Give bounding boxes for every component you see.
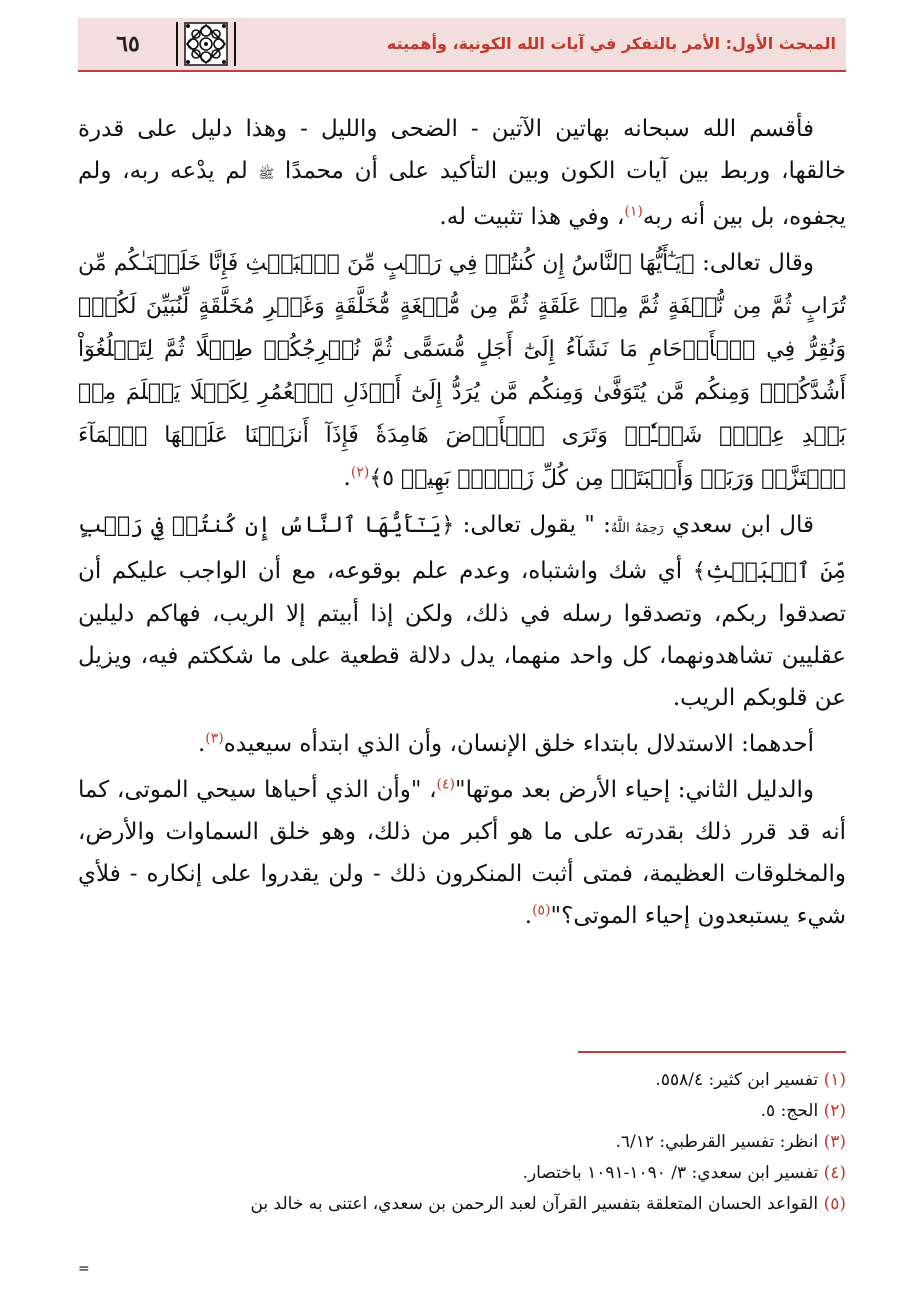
text-run: قال ابن سعدي [671, 512, 814, 538]
quran-verse-quote: ﴿يَـٰٓأَيُّهَا ٱلنَّاسُ إِن كُنتُمۡ فِي رَيۡبٍ مِّنَ ٱلۡبَعۡثِ﴾ [78, 513, 846, 584]
text-run: ، وفي هذا تثبيت له. [439, 204, 625, 230]
text-run: والدليل الثاني: إحياء الأرض بعد موتها" [454, 777, 814, 803]
paragraph-4 [78, 723, 846, 765]
footnote-5 [78, 1189, 846, 1220]
paragraph-1 [78, 108, 846, 238]
footnote-text: انظر: تفسير القرطبي: ٦/١٢. [615, 1132, 819, 1152]
text-run: وقال تعالى: [702, 250, 814, 276]
footnote-text: الحج: ٥. [760, 1101, 819, 1121]
footnote-number: (٣) [823, 1132, 846, 1152]
footnote-4 [78, 1158, 846, 1189]
footnote-text: تفسير ابن سعدي: ٣/ ١٠٩٠-١٠٩١ باختصار. [522, 1163, 819, 1183]
footnote-2 [78, 1096, 846, 1127]
text-run: أحدهما: الاستدلال بابتداء خلق الإنسان، وأن الذي ابتدأه سيعيده [223, 731, 814, 757]
footnote-number: (٤) [823, 1163, 846, 1183]
paragraph-3 [78, 504, 846, 719]
footnote-separator [578, 1051, 846, 1053]
footnote-continuation-mark: = [78, 1261, 90, 1277]
footnote-ref-5[interactable]: (٥) [532, 902, 551, 919]
page-number: ٦٥ [116, 31, 140, 57]
text-run: فأقسم الله سبحانه بهاتين الآتين - الضحى والليل - وهذا دليل على قدرة خالقها، وربط بين آيات الكون وبين التأكيد على أن محمدًا [78, 116, 847, 184]
rahimahullah-honorific: رَحِمَهُ اللَّهُ [610, 521, 664, 536]
main-text [78, 108, 846, 937]
quran-verse: ﴿يَـٰٓأَيُّهَا ٱلنَّاسُ إِن كُنتُمۡ فِي رَيۡبٍ مِّنَ ٱلۡبَعۡثِ فَإِنَّا خَلَقۡنَـٰكُم مِّن تُرَابٍ ثُمَّ مِن نُّطۡفَةٍ ثُمَّ مِنۡ عَلَقَةٍ ثُمَّ مِن مُّضۡغَةٍ مُّخَلَّقَةٍ وَغَيۡرِ مُخَلَّقَةٍ لِّنُبَيِّنَ لَكُمۡۚ وَنُقِرُّ فِي ٱلۡأَرۡحَامِ مَا نَشَآءُ إِلَىٰٓ أَجَلٍ مُّسَمًّى ثُمَّ نُخۡرِجُكُمۡ طِفۡلًا ثُمَّ لِتَبۡلُغُوٓاْ أَشُدَّكُمۡۖ وَمِنكُم مَّن يُتَوَفَّىٰ وَمِنكُم مَّن يُرَدُّ إِلَىٰٓ أَرۡذَلِ ٱلۡعُمُرِ لِكَيۡلَا يَعۡلَمَ مِنۢ بَعۡدِ عِلۡمٖ شَيۡـٔٗاۚ وَتَرَى ٱلۡأَرۡضَ هَامِدَةٗ فَإِذَآ أَنزَلۡنَا عَلَيۡهَا ٱلۡمَآءَ ٱهۡتَزَّتۡ وَرَبَتۡ وَأَنۢبَتَتۡ مِن كُلِّ زَوۡجِۭ بَهِيجٖ ٥﴾ [78, 251, 846, 491]
footnote-1 [78, 1065, 846, 1096]
footnote-text: القواعد الحسان المتعلقة بتفسير القرآن لعبد الرحمن بن سعدي، اعتنى به خالد بن [250, 1194, 819, 1214]
footnote-number: (١) [823, 1070, 846, 1090]
text-run: أي شك واشتباه، وعدم علم بوقوعه، مع أن الواجب عليكم أن تصدقوا ربكم، وتصدقوا رسله في ذلك، ولكن إذا أبيتم إلا الريب، فهاكم دليلين عقليين تشاهدونهما، كل واحد منهما، يدل دلالة قطعية على ما شككتم فيه، ويزيل عن قلوبكم الريب. [78, 558, 846, 711]
rosette-ornament-icon [176, 22, 236, 66]
text-run: لم يدْعه ربه، ولم يجفوه، بل بين أنه ربه [78, 158, 846, 230]
text-run: ، "وأن الذي أحياها سيحي الموتى، كما أنه قد قرر ذلك بقدرته على ما هو أكبر من ذلك، وهو خلق السماوات والأرض، والمخلوقات العظيمة، فمتى أثبت المنكرون ذلك - ولن يقدروا على إنكاره - فلأي شيء يستبعدون إحياء الموتى؟" [78, 777, 846, 929]
running-title: المبحث الأول: الأمر بالتفكر في آيات الله الكونية، وأهميته [386, 34, 836, 53]
paragraph-5 [78, 769, 846, 937]
footnotes [78, 1065, 846, 1220]
footnote-number: (٢) [823, 1101, 846, 1121]
salawat-honorific: ﷺ [258, 167, 275, 182]
text-run: . [524, 903, 533, 929]
text-run: . [343, 465, 351, 491]
paragraph-2 [78, 242, 846, 500]
footnote-ref-4[interactable]: (٤) [436, 776, 455, 793]
footnote-ref-3[interactable]: (٣) [205, 730, 224, 747]
footnote-3 [78, 1127, 846, 1158]
footnote-ref-2[interactable]: (٢) [350, 464, 370, 481]
text-run: : " يقول تعالى: [462, 512, 611, 538]
page-header [78, 18, 846, 72]
footnote-text: تفسير ابن كثير: ٥٥٨/٤. [655, 1070, 819, 1090]
footnote-number: (٥) [823, 1194, 846, 1214]
rosette-ornament-svg [184, 22, 228, 66]
footnote-ref-1[interactable]: (١) [624, 203, 643, 220]
text-run: . [197, 731, 206, 757]
